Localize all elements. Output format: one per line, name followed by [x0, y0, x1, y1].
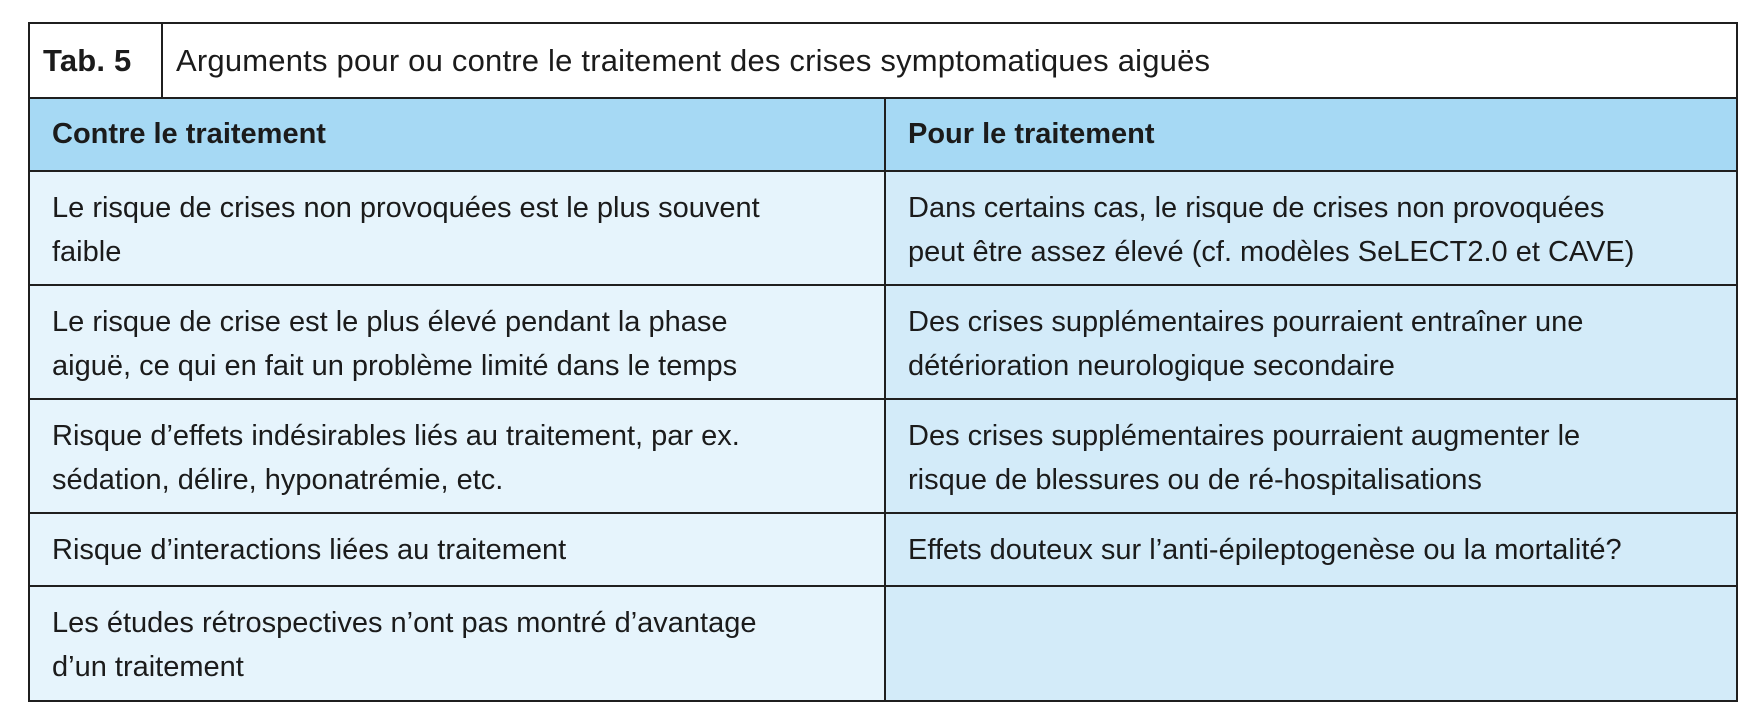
cell-line: peut être assez élevé (cf. modèles SeLECT2.0 et CAVE): [908, 236, 1635, 268]
cell-line: sédation, délire, hyponatrémie, etc.: [52, 464, 504, 496]
cell-line: détérioration neurologique secondaire: [908, 350, 1395, 382]
cell-line: Effets douteux sur l’anti-épileptogenèse ou la mortalité?: [908, 533, 1622, 566]
cell-pour: [886, 514, 1736, 585]
table-row: [30, 286, 1736, 400]
cell-pour: [886, 172, 1736, 284]
table-row: [30, 514, 1736, 587]
cell-line: Les études rétrospectives n’ont pas montré d’avantage: [52, 607, 757, 639]
arguments-table: [28, 22, 1738, 702]
table-caption: [30, 24, 1736, 99]
cell-line: Risque d’interactions liées au traitement: [52, 533, 567, 566]
cell-line: Risque d’effets indésirables liés au traitement, par ex.: [52, 420, 740, 452]
table-row: [30, 400, 1736, 514]
table-number: Tab. 5: [30, 24, 163, 97]
table-header-row: [30, 99, 1736, 172]
cell-contre: [30, 400, 886, 512]
cell-line: d’un traitement: [52, 651, 244, 683]
cell-line: aiguë, ce qui en fait un problème limité dans le temps: [52, 350, 738, 382]
cell-line: Le risque de crises non provoquées est le plus souvent: [52, 192, 760, 224]
cell-pour: [886, 286, 1736, 398]
header-pour: Pour le traitement: [908, 118, 1155, 150]
cell-line: risque de blessures ou de ré-hospitalisations: [908, 464, 1482, 496]
cell-contre: [30, 514, 886, 585]
cell-line: Des crises supplémentaires pourraient entraîner une: [908, 306, 1584, 338]
table-row: [30, 172, 1736, 286]
header-contre: Contre le traitement: [30, 99, 886, 170]
cell-pour-empty: [886, 587, 1736, 700]
cell-pour: [886, 400, 1736, 512]
table-row: [30, 587, 1736, 700]
table-title: Arguments pour ou contre le traitement des crises symptomatiques aiguës: [176, 42, 1211, 78]
cell-line: Le risque de crise est le plus élevé pendant la phase: [52, 306, 728, 338]
cell-contre: [30, 587, 886, 700]
cell-contre: [30, 172, 886, 284]
cell-line: Des crises supplémentaires pourraient augmenter le: [908, 420, 1581, 452]
cell-contre: [30, 286, 886, 398]
cell-line: faible: [52, 236, 122, 268]
cell-line: Dans certains cas, le risque de crises non provoquées: [908, 192, 1605, 224]
